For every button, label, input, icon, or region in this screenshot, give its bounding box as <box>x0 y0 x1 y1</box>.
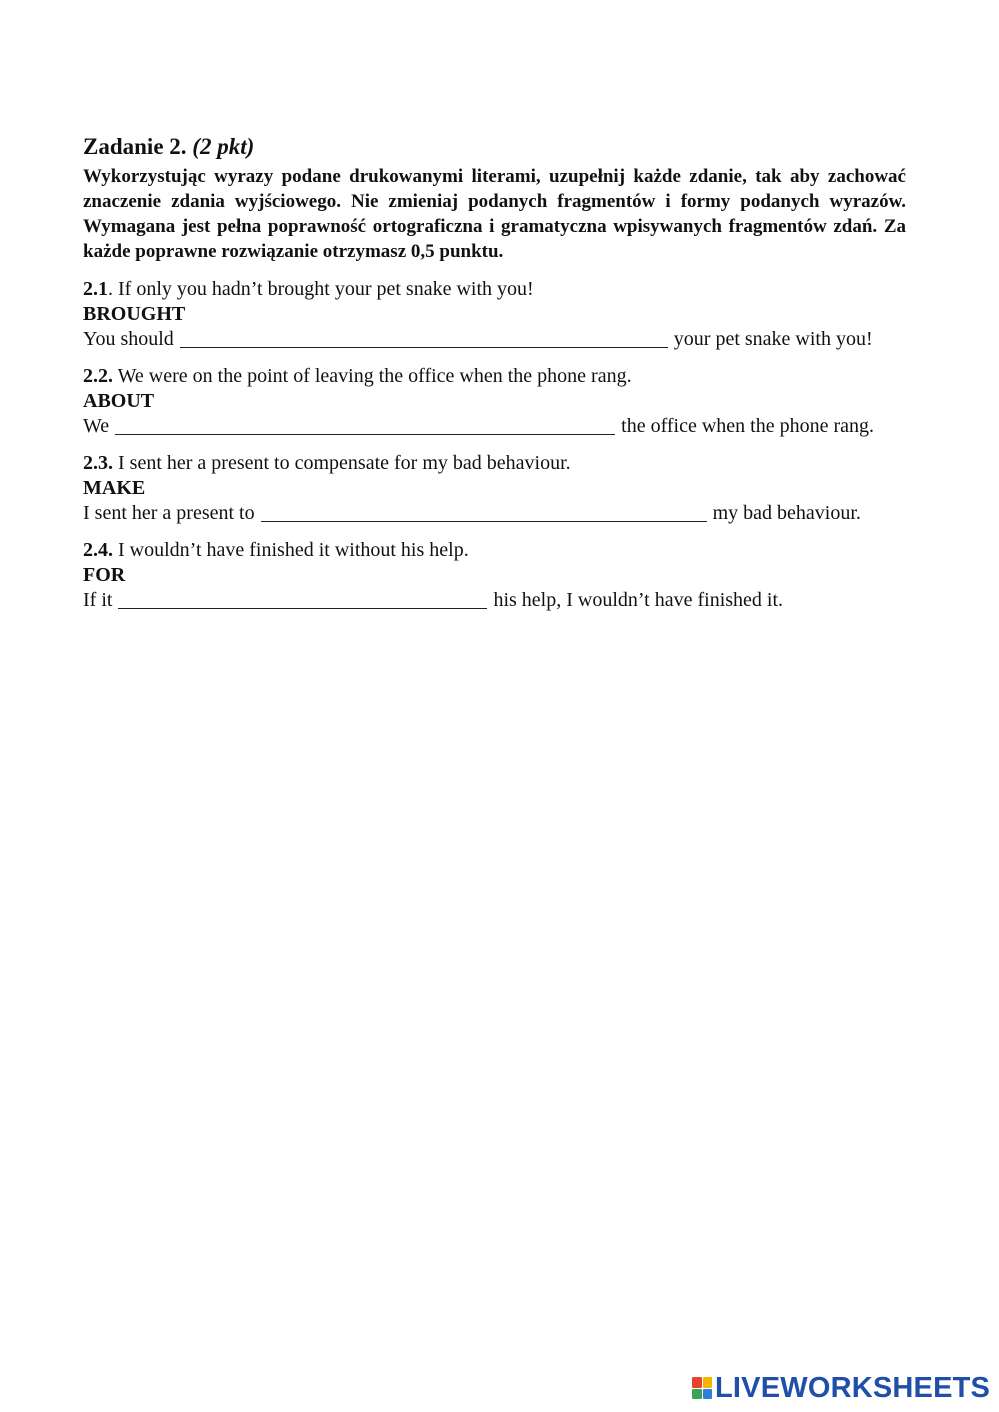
source-sentence <box>83 364 906 389</box>
source-sentence <box>83 451 906 476</box>
source-sentence <box>83 538 906 563</box>
answer-input[interactable] <box>261 501 707 522</box>
task-points: (2 pkt) <box>192 134 255 159</box>
answer-prefix: We <box>83 415 110 437</box>
item-sentence: We were on the point of leaving the office when the phone rang. <box>113 365 632 387</box>
answer-input[interactable] <box>180 327 668 348</box>
answer-prefix: You should <box>83 328 174 350</box>
answer-input[interactable] <box>118 588 487 609</box>
keyword: MAKE <box>83 477 146 499</box>
task-title: Zadanie 2. <box>83 134 187 159</box>
exercise-item <box>83 364 906 439</box>
answer-suffix: my bad behaviour. <box>712 502 861 524</box>
logo-mark-cell <box>703 1389 713 1400</box>
item-sentence: I wouldn’t have finished it without his help. <box>113 539 469 561</box>
answer-prefix: I sent her a present to <box>83 502 255 524</box>
item-number: 2.3. <box>83 452 113 474</box>
logo-mark-cell <box>692 1377 702 1388</box>
keyword: FOR <box>83 564 126 586</box>
answer-suffix: his help, I wouldn’t have finished it. <box>493 589 784 611</box>
task-heading <box>83 132 906 162</box>
liveworksheets-logo <box>692 1371 991 1404</box>
exercise-item <box>83 277 906 352</box>
answer-suffix: the office when the phone rang. <box>621 415 875 437</box>
answer-prefix: If it <box>83 589 113 611</box>
logo-mark-cell <box>703 1377 713 1388</box>
logo-mark-icon <box>692 1377 712 1399</box>
item-number: 2.1 <box>83 278 108 300</box>
answer-input[interactable] <box>115 414 615 435</box>
answer-line <box>83 327 906 352</box>
logo-text: LIVEWORKSHEETS <box>715 1371 991 1404</box>
answer-line <box>83 414 906 439</box>
keyword: ABOUT <box>83 390 155 412</box>
exercise-item <box>83 451 906 526</box>
item-number: 2.4. <box>83 539 113 561</box>
task-instructions: Wykorzystując wyrazy podane drukowanymi literami, uzupełnij każde zdanie, tak aby zachować znaczenie zdania wyjściowego. Nie zmieniaj podanych fragmentów i formy podanych wyrazów. Wymagana jest pełna poprawność ortograficzna i gramatyczna wpisywanych fragmentów zdań. Za każde poprawne rozwiązanie otrzymasz 0,5 punktu. <box>83 166 906 262</box>
item-sentence: . If only you hadn’t brought your pet snake with you! <box>108 278 534 300</box>
answer-line <box>83 588 906 613</box>
logo-mark-cell <box>692 1389 702 1400</box>
item-number: 2.2. <box>83 365 113 387</box>
keyword: BROUGHT <box>83 303 186 325</box>
answer-line <box>83 501 906 526</box>
source-sentence <box>83 277 906 302</box>
answer-suffix: your pet snake with you! <box>673 328 873 350</box>
worksheet <box>83 132 906 625</box>
exercise-item <box>83 538 906 613</box>
item-sentence: I sent her a present to compensate for my bad behaviour. <box>113 452 571 474</box>
